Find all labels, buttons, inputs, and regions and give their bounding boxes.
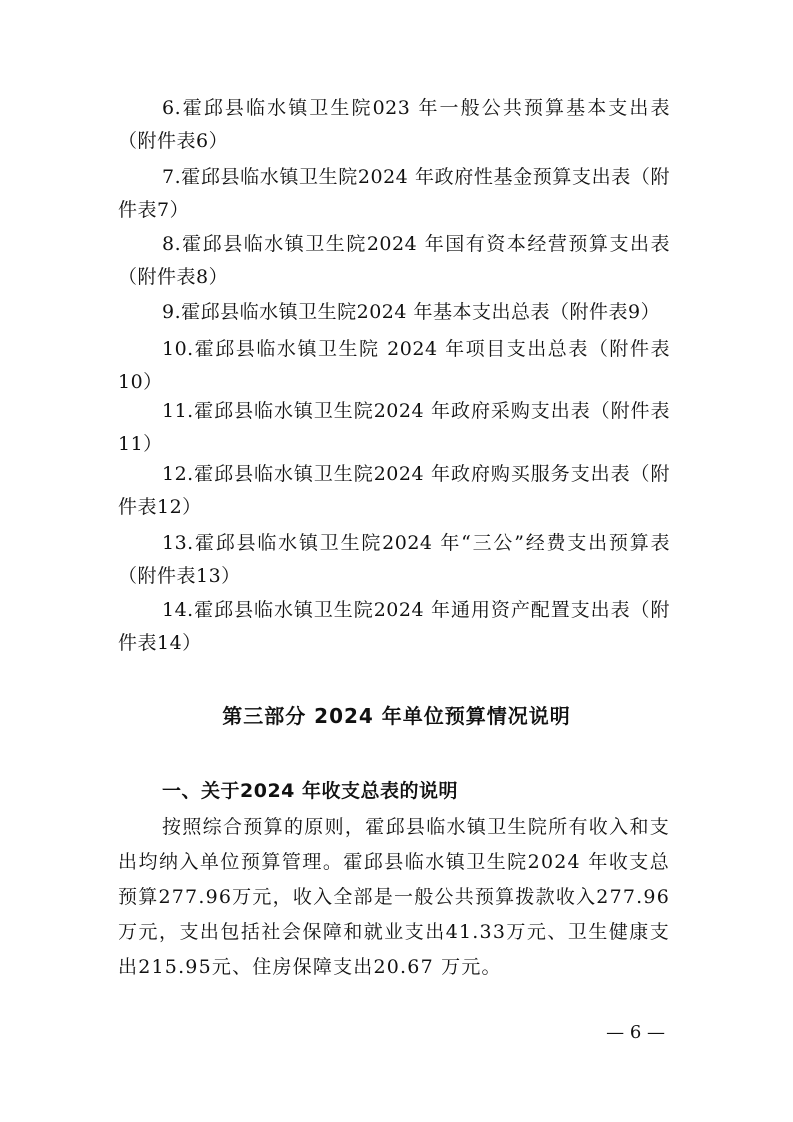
- list-item: 12.霍邱县临水镇卫生院2024 年政府购买服务支出表（附件表12）: [118, 463, 670, 518]
- list-item: 9.霍邱县临水镇卫生院2024 年基本支出总表（附件表9）: [162, 301, 661, 323]
- list-item: 7.霍邱县临水镇卫生院2024 年政府性基金预算支出表（附件表7）: [118, 166, 670, 221]
- list-item: 13.霍邱县临水镇卫生院2024 年“三公”经费支出预算表（附件表13）: [118, 532, 670, 587]
- list-item: 14.霍邱县临水镇卫生院2024 年通用资产配置支出表（附件表14）: [118, 599, 670, 654]
- subsection-heading: 一、关于2024 年收支总表的说明: [162, 780, 458, 802]
- list-item: 8.霍邱县临水镇卫生院2024 年国有资本经营预算支出表（附件表8）: [118, 233, 670, 288]
- body-paragraph: 按照综合预算的原则，霍邱县临水镇卫生院所有收入和支出均纳入单位预算管理。霍邱县临水镇卫生院2024 年收支总预算277.96万元，收入全部是一般公共预算拨款收入277.96万元，支出包括社会保障和就业支出41.33万元、卫生健康支出215.95元、住房保障支出20.67 万元。: [118, 816, 670, 978]
- list-item: 10.霍邱县临水镇卫生院 2024 年项目支出总表（附件表10）: [118, 338, 670, 393]
- list-item: 11.霍邱县临水镇卫生院2024 年政府采购支出表（附件表11）: [118, 400, 670, 455]
- section-title: 第三部分 2024 年单位预算情况说明: [222, 704, 571, 728]
- page-number: — 6 —: [606, 1022, 665, 1043]
- list-item: 6.霍邱县临水镇卫生院023 年一般公共预算基本支出表（附件表6）: [118, 97, 670, 152]
